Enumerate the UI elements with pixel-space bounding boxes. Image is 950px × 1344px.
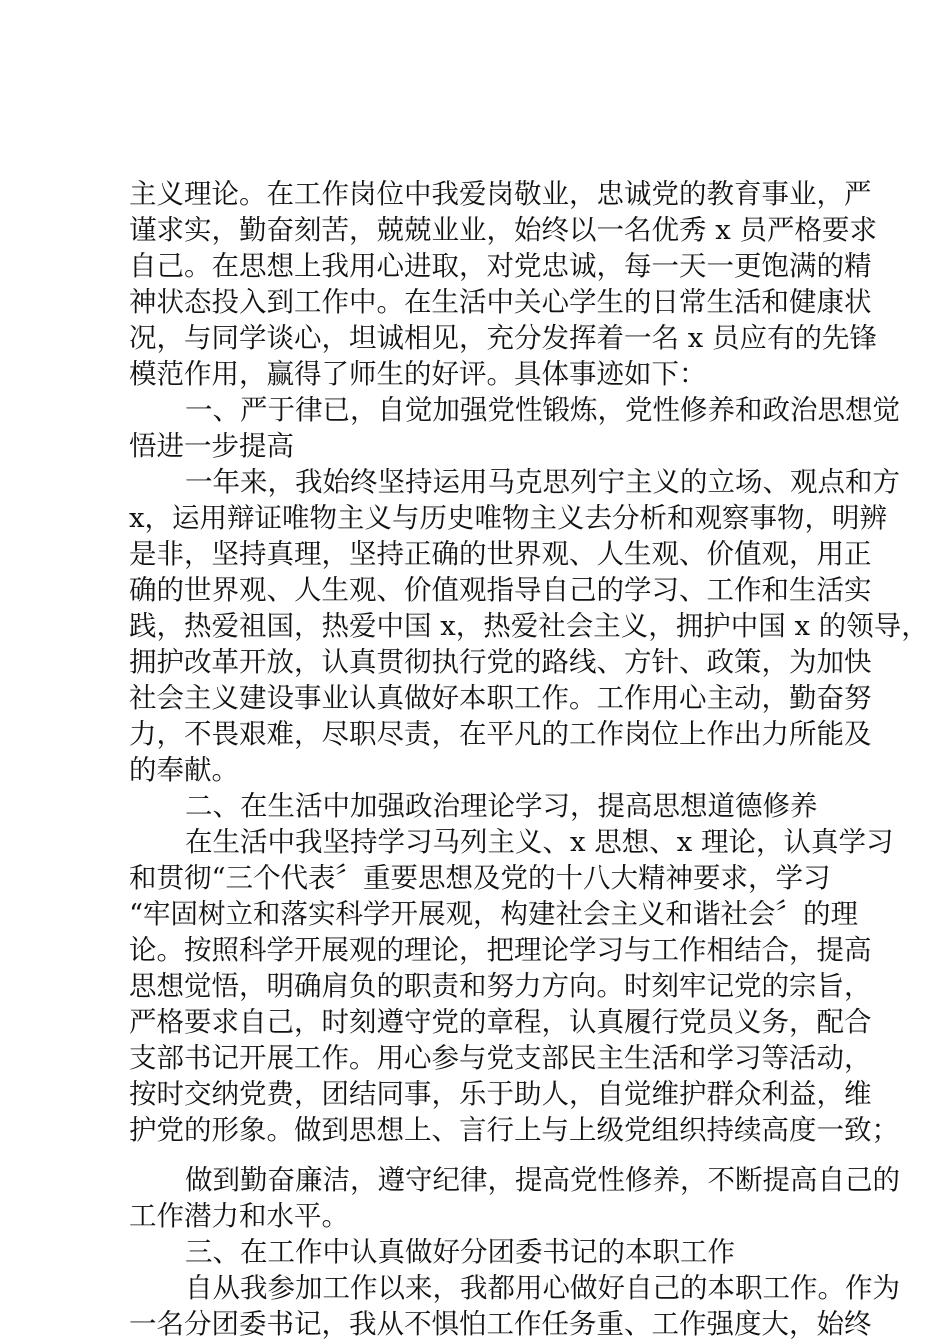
text-line: 支部书记开展工作。用心参与党支部民主生活和学习等活动， xyxy=(129,1042,872,1074)
text-line: 严格要求自己，时刻遵守党的章程，认真履行党员义务，配合 xyxy=(129,1006,872,1038)
section-heading-1-cont: 悟进一步提高 xyxy=(129,430,294,462)
text-line: 做到勤奋廉洁，遵守纪律，提高党性修养，不断提高自己的 xyxy=(185,1164,900,1196)
text-line: 自从我参加工作以来，我都用心做好自己的本职工作。作为 xyxy=(185,1272,900,1304)
section-heading-2: 二、在生活中加强政治理论学习，提高思想道德修养 xyxy=(185,790,818,822)
text-line: 按时交纳党费，团结同事，乐于助人，自觉维护群众利益，维 xyxy=(129,1078,872,1110)
text-line: “牢固树立和落实科学开展观，构建社会主义和谐社会〞的理 xyxy=(129,898,859,930)
text-line: 护党的形象。做到思想上、言行上与上级党组织持续高度一致； xyxy=(129,1114,899,1146)
text-line: 践，热爱祖国，热爱中国 x，热爱社会主义，拥护中国 x 的领导， xyxy=(129,610,929,642)
section-heading-3: 三、在工作中认真做好分团委书记的本职工作 xyxy=(185,1236,735,1268)
text-line: 一年来，我始终坚持运用马克思列宁主义的立场、观点和方 xyxy=(185,466,900,498)
text-line: 一名分团委书记，我从不惧怕工作任务重、工作强度大，始终 xyxy=(129,1308,872,1340)
text-line: 拥护改革开放，认真贯彻执行党的路线、方针、政策，为加快 xyxy=(129,646,872,678)
text-line: 是非，坚持真理，坚持正确的世界观、人生观、价值观，用正 xyxy=(129,538,872,570)
text-line: 模范作用，赢得了师生的好评。具体事迹如下： xyxy=(129,358,707,390)
text-line: 论。按照科学开展观的理论，把理论学习与工作相结合，提高 xyxy=(129,934,872,966)
text-line: 谨求实，勤奋刻苦，兢兢业业，始终以一名优秀 x 员严格要求 xyxy=(129,214,877,246)
text-line: 自己。在思想上我用心进取，对党忠诚，每一天一更饱满的精 xyxy=(129,250,872,282)
section-heading-1: 一、严于律已，自觉加强党性锻炼，党性修养和政治思想觉 xyxy=(185,394,900,426)
text-line: 主义理论。在工作岗位中我爱岗敬业，忠诚党的教育事业，严 xyxy=(129,178,872,210)
text-line: 力，不畏艰难，尽职尽责，在平凡的工作岗位上作出力所能及 xyxy=(129,718,872,750)
text-line: x，运用辩证唯物主义与历史唯物主义去分析和观察事物，明辨 xyxy=(129,502,888,534)
text-line: 确的世界观、人生观、价值观指导自己的学习、工作和生活实 xyxy=(129,574,872,606)
text-line: 的奉献。 xyxy=(129,754,239,786)
text-line: 思想觉悟，明确肩负的职责和努力方向。时刻牢记党的宗旨， xyxy=(129,970,872,1002)
text-line: 神状态投入到工作中。在生活中关心学生的日常生活和健康状 xyxy=(129,286,872,318)
text-line: 况，与同学谈心，坦诚相见，充分发挥着一名 x 员应有的先锋 xyxy=(129,322,877,354)
text-line: 社会主义建设事业认真做好本职工作。工作用心主动，勤奋努 xyxy=(129,682,872,714)
text-line: 工作潜力和水平。 xyxy=(129,1200,349,1232)
text-line: 和贯彻“三个代表〞重要思想及党的十八大精神要求，学习 xyxy=(129,862,831,894)
text-line: 在生活中我坚持学习马列主义、x 思想、x 理论，认真学习 xyxy=(185,826,894,858)
